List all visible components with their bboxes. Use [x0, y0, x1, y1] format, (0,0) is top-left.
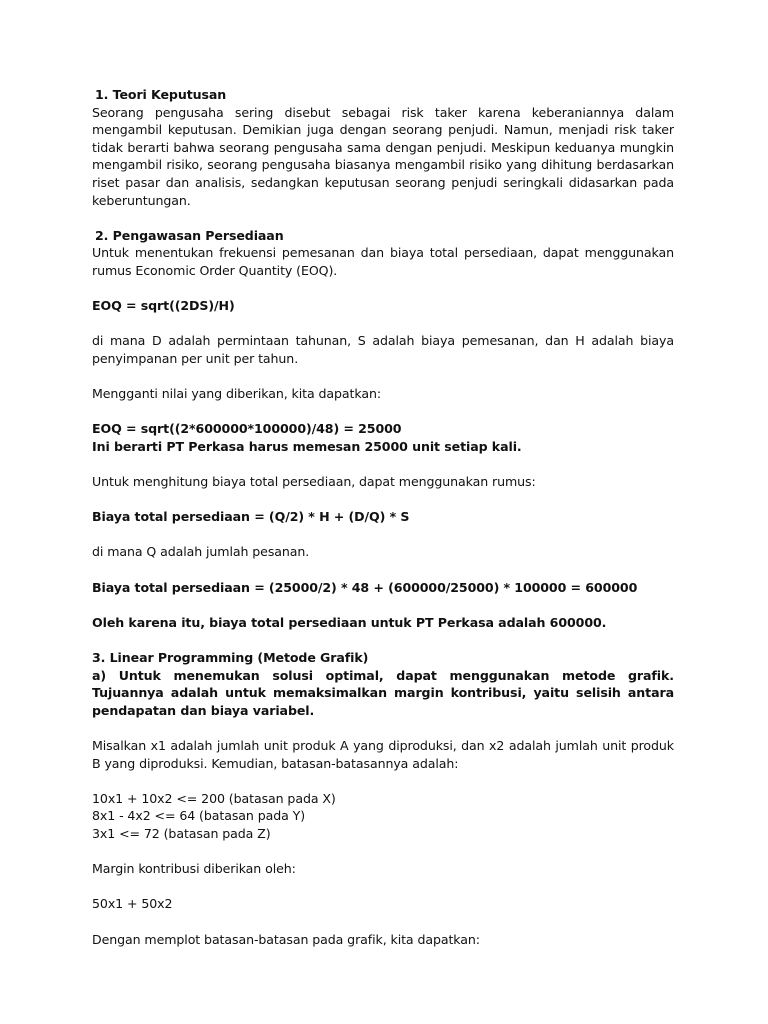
spacer — [92, 403, 674, 421]
spacer — [92, 719, 674, 737]
spacer — [92, 772, 674, 790]
section-heading-linear-programming: 3. Linear Programming (Metode Grafik) — [92, 650, 369, 665]
margin-formula: 50x1 + 50x2 — [92, 896, 173, 912]
spacer — [92, 526, 674, 544]
paragraph-margin-intro: Margin kontribusi diberikan oleh: — [92, 861, 296, 877]
paragraph-eoq-where: di mana D adalah permintaan tahunan, S adalah biaya pemesanan, dan H adalah biaya penyimpanan per unit per tahun. — [92, 333, 674, 366]
paragraph-part-a: a) Untuk menemukan solusi optimal, dapat menggunakan metode grafik. Tujuannya adalah untuk memaksimalkan margin kontribusi, yaitu selisih antara pendapatan dan biaya variabel. — [92, 667, 674, 718]
formula-eoq: EOQ = sqrt((2DS)/H) — [92, 298, 235, 314]
paragraph-eoq-intro: Untuk menentukan frekuensi pemesanan dan biaya total persediaan, dapat menggunakan rumus Economic Order Quantity (EOQ). — [92, 245, 674, 278]
spacer — [92, 561, 674, 579]
paragraph-total-cost-intro: Untuk menghitung biaya total persediaan, dapat menggunakan rumus: — [92, 474, 536, 490]
document-page — [92, 86, 674, 948]
formula-total-cost: Biaya total persediaan = (Q/2) * H + (D/Q) * S — [92, 509, 410, 525]
spacer — [92, 280, 674, 298]
paragraph-teori-keputusan: Seorang pengusaha sering disebut sebagai risk taker karena keberaniannya dalam mengambil keputusan. Demikian juga dengan seorang penjudi. Namun, menjadi risk taker tidak berarti bahwa seorang pengusaha sama dengan penjudi. Meskipun keduanya mungkin mengambil risiko, seorang pengusaha biasanya mengambil risiko yang dihitung berdasarkan riset pasar dan analisis, sedangkan keputusan seorang penjudi seringkali didasarkan pada keberuntungan. — [92, 104, 674, 208]
constraint-x: 10x1 + 10x2 <= 200 (batasan pada X) — [92, 790, 336, 806]
spacer — [92, 315, 674, 333]
formula-eoq-calculation: EOQ = sqrt((2*600000*100000)/48) = 25000 — [92, 421, 402, 437]
eoq-meaning: Ini berarti PT Perkasa harus memesan 25000 unit setiap kali. — [92, 438, 522, 454]
total-cost-conclusion: Oleh karena itu, biaya total persediaan untuk PT Perkasa adalah 600000. — [92, 614, 607, 630]
spacer — [92, 878, 674, 896]
constraint-y: 8x1 - 4x2 <= 64 (batasan pada Y) — [92, 808, 306, 824]
spacer — [92, 209, 674, 227]
spacer — [92, 368, 674, 386]
section-heading-pengawasan-persediaan: 2. Pengawasan Persediaan — [95, 227, 284, 243]
paragraph-substitute: Mengganti nilai yang diberikan, kita dapatkan: — [92, 386, 381, 402]
spacer — [92, 491, 674, 509]
spacer — [92, 913, 674, 931]
paragraph-variables: Misalkan x1 adalah jumlah unit produk A yang diproduksi, dan x2 adalah jumlah unit produk B yang diproduksi. Kemudian, batasan-batasannya adalah: — [92, 737, 674, 771]
formula-total-cost-calculation: Biaya total persediaan = (25000/2) * 48 + (600000/25000) * 100000 = 600000 — [92, 579, 638, 595]
spacer — [92, 596, 674, 614]
paragraph-where-q: di mana Q adalah jumlah pesanan. — [92, 544, 310, 560]
constraint-z: 3x1 <= 72 (batasan pada Z) — [92, 825, 271, 841]
spacer — [92, 631, 674, 649]
section-heading-teori-keputusan: 1. Teori Keputusan — [95, 87, 227, 102]
paragraph-plot-intro: Dengan memplot batasan-batasan pada grafik, kita dapatkan: — [92, 931, 480, 947]
spacer — [92, 455, 674, 473]
spacer — [92, 843, 674, 861]
